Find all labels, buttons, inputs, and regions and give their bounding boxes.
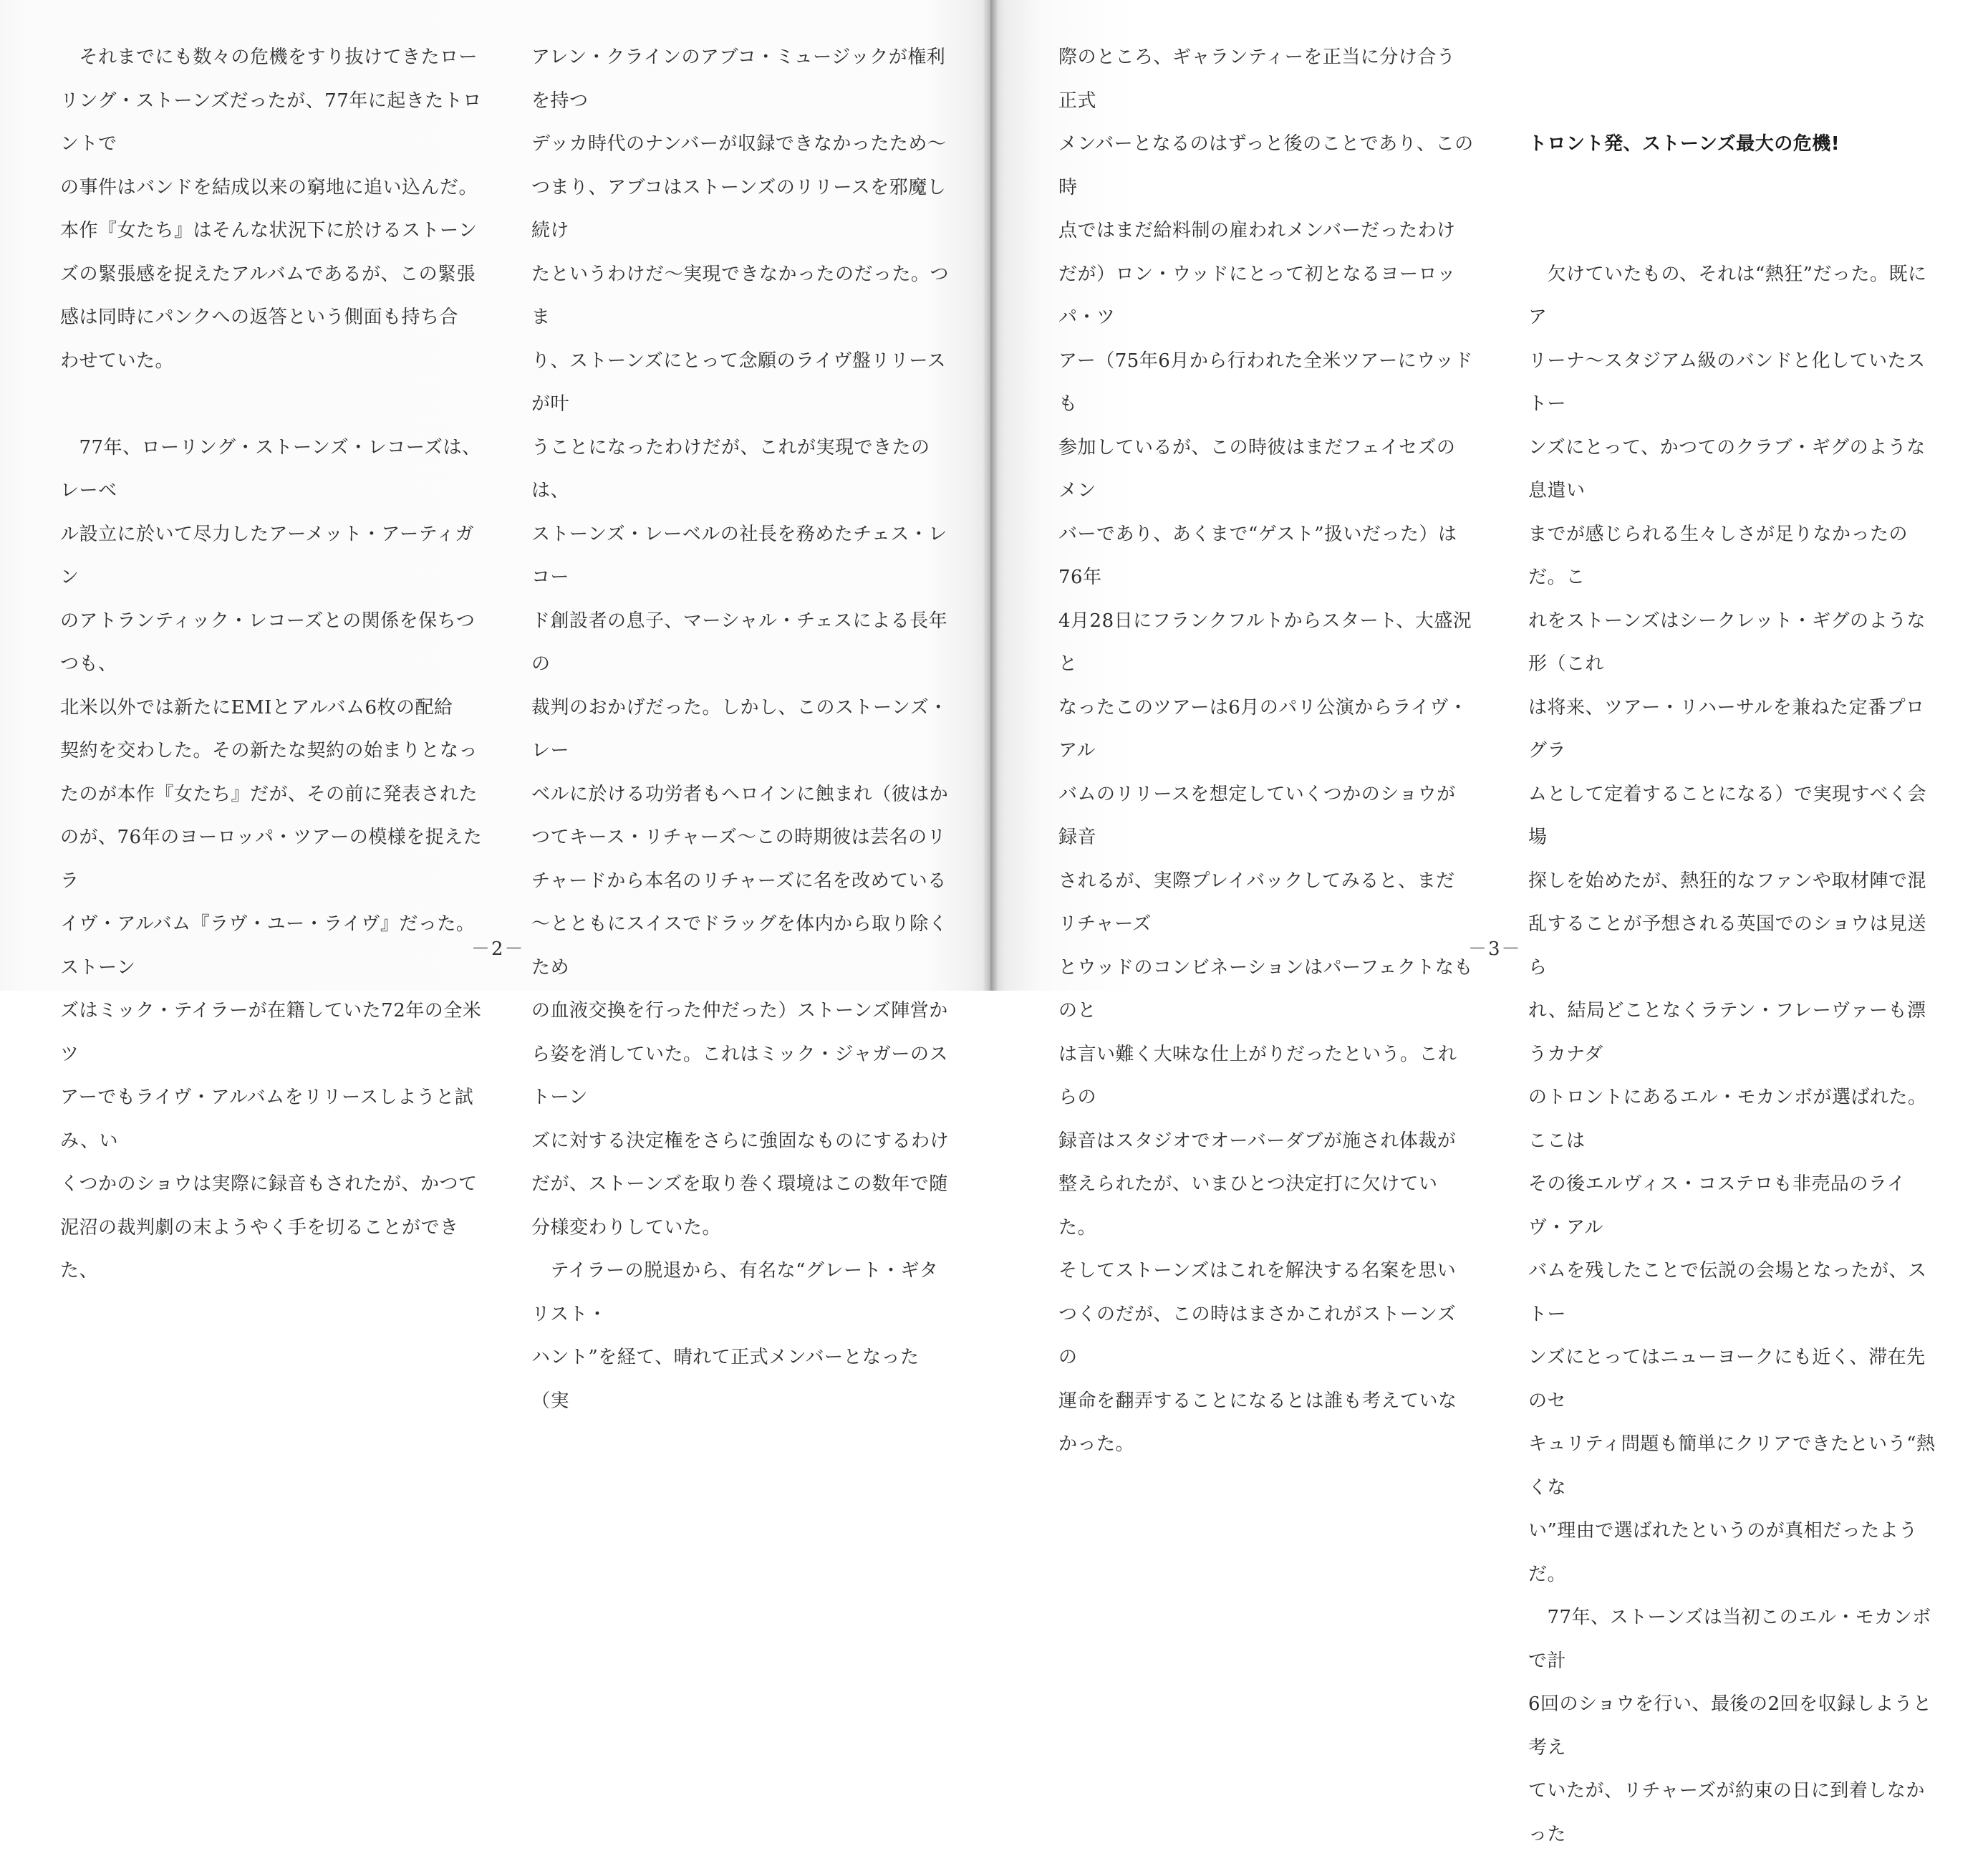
- text-line: ら姿を消していた。これはミック・ジャガーのストーン: [531, 1043, 948, 1108]
- right-page-column-1: [1058, 36, 1474, 1466]
- text-line: うことになったわけだが、これが実現できたのは、: [531, 436, 930, 501]
- text-line: キュリティ問題も簡単にクリアできたという“熱くな: [1528, 1433, 1936, 1499]
- text-line: アー（75年6月から行われた全米ツアーにウッドも: [1058, 350, 1474, 415]
- text-line: 分様変わりしていた。: [531, 1216, 722, 1239]
- text-line: ～とともにスイスでドラッグを体内から取り除くため: [531, 913, 948, 979]
- page-fold-gutter: [983, 0, 998, 991]
- text-line: されるが、実際プレイバックしてみると、まだリチャーズ: [1058, 870, 1455, 935]
- text-line: 契約を交わした。その新たな契約の始まりとなっ: [60, 740, 478, 761]
- text-line: ていたが、リチャーズが約束の日に到着しなかった: [1528, 1780, 1925, 1845]
- text-line: デッカ時代のナンバーが収録できなかったため～: [531, 133, 947, 155]
- text-line: つまり、アブコはストーンズのリリースを邪魔し続け: [531, 176, 947, 241]
- text-line: たというわけだ～実現できなかったのだった。つま: [531, 263, 950, 328]
- text-line: ストーンズ・レーベルの社長を務めたチェス・レコー: [531, 523, 947, 588]
- right-page-column-2: [1528, 36, 1944, 1856]
- text-line: のが、76年のヨーロッパ・ツアーの模様を捉えたラ: [60, 827, 483, 892]
- section-heading: トロント発、ストーンズ最大の危機!: [1528, 133, 1840, 155]
- text-line: テイラーの脱退から、有名な“グレート・ギタリスト・: [531, 1260, 939, 1325]
- text-line: 乱することが予想される英国でのショウは見送ら: [1528, 913, 1926, 979]
- text-line: リング・ストーンズだったが、77年に起きたトロントで: [60, 90, 482, 155]
- left-page-column-1: [60, 36, 490, 1293]
- text-line: だが）ロン・ウッドにとって初となるヨーロッパ・ツ: [1058, 263, 1456, 328]
- text-line: れ、結局どことなくラテン・フレーヴァーも漂うカナダ: [1528, 1000, 1926, 1065]
- text-line: 運命を翻弄することになるとは誰も考えていな: [1058, 1390, 1457, 1412]
- text-line: つてキース・リチャーズ～この時期彼は芸名のリ: [531, 827, 947, 848]
- text-line: 6回のショウを行い、最後の2回を収録しようと考え: [1528, 1693, 1932, 1759]
- page-number-right: －3－: [1468, 938, 1522, 960]
- text-line: 欠けていたもの、それは“熱狂”だった。既にア: [1528, 263, 1927, 328]
- text-line: ムとして定着することになる）で実現すべく会場: [1528, 783, 1926, 848]
- text-line: れをストーンズはシークレット・ギグのような形（これ: [1528, 610, 1926, 675]
- page-number-left: －2－: [471, 938, 525, 960]
- text-line: 77年、ローリング・ストーンズ・レコーズは、レーベ: [60, 436, 481, 501]
- left-page-column-2: [531, 36, 954, 1423]
- text-line: 際のところ、ギャランティーを正当に分け合う正式: [1058, 47, 1456, 112]
- text-line: [60, 383, 490, 426]
- text-line: 参加しているが、この時彼はまだフェイセズのメン: [1058, 436, 1456, 501]
- text-line: アレン・クラインのアブコ・ミュージックが権利を持つ: [531, 47, 946, 112]
- text-line: は将来、ツアー・リハーサルを兼ねた定番プログラ: [1528, 696, 1925, 761]
- text-line: のトロントにあるエル・モカンボが選ばれた。ここは: [1528, 1087, 1927, 1152]
- text-line: ンズにとってはニューヨークにも近く、滞在先のセ: [1528, 1347, 1926, 1412]
- text-line: り、ストーンズにとって念願のライヴ盤リリースが叶: [531, 350, 947, 415]
- text-line: 点ではまだ給料制の雇われメンバーだったわけ: [1058, 220, 1456, 241]
- text-line: わせていた。: [60, 350, 175, 372]
- text-line: ハント”を経て、晴れて正式メンバーとなった（実: [531, 1347, 920, 1412]
- text-line: 録音はスタジオでオーバーダブが施され体裁が: [1058, 1130, 1457, 1152]
- text-line: ル設立に於いて尽力したアーメット・アーティガン: [60, 523, 475, 588]
- text-line: バーであり、あくまで“ゲスト”扱いだった）は76年: [1058, 523, 1457, 588]
- text-line: の血液交換を行った仲だった）ストーンズ陣営か: [531, 1000, 948, 1021]
- text-line: チャードから本名のリチャーズに名を改めている: [531, 870, 947, 892]
- text-line: 整えられたが、いまひとつ決定打に欠けていた。: [1058, 1173, 1438, 1239]
- text-line: それまでにも数々の危機をすり抜けてきたロー: [60, 47, 478, 68]
- text-line: ド創設者の息子、マーシャル・チェスによる長年の: [531, 610, 948, 675]
- text-line: その後エルヴィス・コステロも非売品のライヴ・アル: [1528, 1173, 1906, 1239]
- text-line: 4月28日にフランクフルトからスタート、大盛況と: [1058, 610, 1472, 675]
- text-line: かった。: [1058, 1433, 1135, 1455]
- text-line: 裁判のおかげだった。しかし、このストーンズ・レー: [531, 696, 948, 761]
- text-line: は言い難く大味な仕上がりだったという。これらの: [1058, 1043, 1457, 1108]
- text-line: 77年、ストーンズは当初このエル・モカンボで計: [1528, 1607, 1931, 1672]
- text-line: ズの緊張感を捉えたアルバムであるが、この緊張: [60, 263, 476, 285]
- text-line: ズはミック・テイラーが在籍していた72年の全米ツ: [60, 1000, 482, 1065]
- text-line: の事件はバンドを結成以来の窮地に追い込んだ。: [60, 176, 478, 198]
- text-line: までが感じられる生々しさが足りなかったのだ。こ: [1528, 523, 1909, 588]
- text-line: ズに対する決定権をさらに強固なものにするわけ: [531, 1130, 950, 1152]
- text-line: バムを残したことで伝説の会場となったが、ストー: [1528, 1260, 1927, 1325]
- text-line: 泥沼の裁判劇の末ようやく手を切ることができた、: [60, 1216, 459, 1282]
- text-line: 本作『女たち』はそんな状況下に於けるストーン: [60, 220, 478, 241]
- text-line: リーナ～スタジアム級のバンドと化していたストー: [1528, 350, 1926, 415]
- text-line: つくのだが、この時はまさかこれがストーンズの: [1058, 1303, 1457, 1368]
- text-line: メンバーとなるのはずっと後のことであり、この時: [1058, 133, 1474, 198]
- text-line: アーでもライヴ・アルバムをリリースしようと試み、い: [60, 1087, 474, 1152]
- text-line: ベルに於ける功労者もヘロインに蝕まれ（彼はか: [531, 783, 949, 805]
- text-line: 北米以外では新たにEMIとアルバム6枚の配給: [60, 696, 453, 718]
- text-line: 探しを始めたが、熱狂的なファンや取材陣で混: [1528, 870, 1926, 892]
- text-line: 感は同時にパンクへの返答という側面も持ち合: [60, 307, 458, 328]
- text-line: とウッドのコンビネーションはパーフェクトなものと: [1058, 956, 1473, 1021]
- text-line: バムのリリースを想定していくつかのショウが録音: [1058, 783, 1456, 848]
- text-line: たのが本作『女たち』だが、その前に発表された: [60, 783, 478, 805]
- text-line: い”理由で選ばれたというのが真相だったようだ。: [1528, 1520, 1918, 1585]
- text-line: そしてストーンズはこれを解決する名案を思い: [1058, 1260, 1457, 1282]
- text-line: イヴ・アルバム『ラヴ・ユー・ライヴ』だった。ストーン: [60, 913, 476, 979]
- text-line: なったこのツアーは6月のパリ公演からライヴ・アル: [1058, 696, 1468, 761]
- text-line: くつかのショウは実際に録音もされたが、かつて: [60, 1173, 478, 1195]
- text-line: ンズにとって、かつてのクラブ・ギグのような息遣い: [1528, 436, 1926, 501]
- text-line: だが、ストーンズを取り巻く環境はこの数年で随: [531, 1173, 948, 1195]
- text-line: のアトランティック・レコーズとの関係を保ちつつも、: [60, 610, 476, 675]
